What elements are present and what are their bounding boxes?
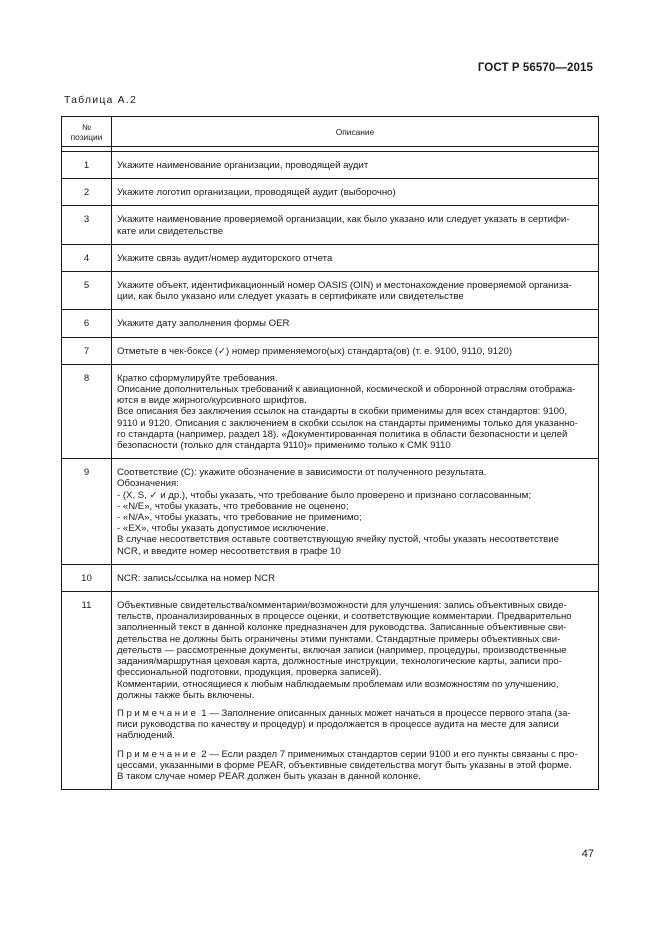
note-2: [117, 749, 593, 783]
description-line: Укажите связь аудит/номер аудиторского отчета: [117, 252, 333, 264]
description-line: NCR: запись/ссылка на номер NCR: [117, 572, 276, 584]
description-line: наблюдений.: [117, 730, 175, 742]
row-number: 1: [62, 152, 112, 179]
description-line: - (X, S, ✓ и др.), чтобы указать, что требование было проверено и признано согласованным;: [117, 489, 532, 501]
row-description: [112, 459, 599, 565]
table-row: [62, 564, 599, 591]
description-line: Укажите наименование организации, проводящей аудит: [117, 160, 369, 171]
row-number: 8: [62, 364, 112, 458]
column-header-description: Описание: [112, 117, 599, 147]
row-number: 3: [62, 206, 112, 244]
description-line: должны также быть включены.: [117, 689, 255, 701]
description-line: ются в виде жирного/курсивного шрифтов.: [117, 395, 307, 407]
table-row: [62, 179, 599, 206]
description-line: NCR, и введите номер несоответствия в графе 10: [117, 545, 341, 557]
description-line: - «EX», чтобы указать допустимое исключение.: [117, 523, 329, 535]
description-line: Комментарии, относящиеся к любым наблюдаемым проблемам или возможностям по улучшению,: [117, 678, 559, 690]
standard-number: ГОСТ Р 56570—2015: [477, 62, 593, 74]
description-line: тельств, проанализированных в процессе оценки, и соответствующие комментарии. Предварительно: [117, 611, 572, 623]
row-description: [112, 152, 599, 179]
table-row: [62, 459, 599, 565]
table-row: [62, 364, 599, 458]
description-line: Укажите дату заполнения формы OER: [117, 318, 290, 330]
row-number: 5: [62, 272, 112, 310]
row-description: [112, 364, 599, 458]
header-number-line: №: [82, 121, 91, 132]
description-line: Все описания без заключения ссылок на стандарты в скобки применимы для всех стандартов: 9100,: [117, 406, 568, 418]
description-line: Соответствие (С): укажите обозначение в зависимости от полученного результата.: [117, 467, 487, 479]
table-caption: Таблица А.2: [64, 94, 138, 106]
description-line: Укажите логотип организации, проводящей аудит (выборочно): [117, 187, 396, 199]
description-line: детельства не должны быть ограничены этими пунктами. Стандартные примеры объективных сви-: [117, 633, 561, 645]
table-header-row: [62, 117, 599, 147]
row-description: [112, 206, 599, 244]
description-line: В таком случае номер PEAR должен быть указан в данной колонке.: [117, 770, 421, 782]
description-line: заполненный текст в данной колонке предназначен для руководства. Записанные объективные сви-: [117, 622, 567, 634]
table-row: [62, 337, 599, 364]
row-number: 4: [62, 244, 112, 271]
description-line: Описание дополнительных требований к авиационной, космической и оборонной отраслям отобража-: [117, 384, 576, 396]
row-description: [112, 592, 599, 790]
description-line: - «N/A», чтобы указать, что требование не применимо;: [117, 512, 362, 524]
description-line: фессиональной подготовки, продукция, проверка записей).: [117, 667, 382, 679]
description-line: Отметьте в чек-боксе (✓) номер применяемого(ых) стандарта(ов) (т. е. 9100, 9110, 9120): [117, 345, 513, 357]
description-line: В случае несоответствия оставьте соответствующую ячейку пустой, чтобы указать несоответствие: [117, 534, 559, 546]
requirements-table: [61, 116, 599, 790]
description-line: задания/маршрутная цеховая карта, должностные инструкции, технологические карты, записи про-: [117, 656, 562, 668]
description-line: безопасности (только для стандарта 9110)» применимо только к СМК 9110: [117, 440, 451, 452]
description-line: Укажите объект, идентификационный номер OASIS (OIN) и местонахождение проверяемой организа-: [117, 280, 572, 292]
row-description: [112, 337, 599, 364]
description-line: 1 — Заполнение описанных данных может начаться в процессе первого этапа (за-: [201, 707, 571, 719]
row-number: 7: [62, 337, 112, 364]
description-line: Объективные свидетельства/комментарии/возможности для улучшения: запись объективных свиде-: [117, 600, 567, 612]
table-row: [62, 592, 599, 790]
table-row: [62, 206, 599, 244]
row-description: [112, 564, 599, 591]
description-line: цессами, указанными в форме PEAR, объективные свидетельства могут быть указаны в этой форме.: [117, 759, 572, 771]
row-number: 6: [62, 310, 112, 337]
table-row: [62, 152, 599, 179]
description-line: писи руководства по качеству и процедур) и продолжается в процессе аудита на месте для записи: [117, 719, 559, 731]
table-row: [62, 310, 599, 337]
note-label: Примечание: [117, 748, 199, 760]
table-row: [62, 272, 599, 310]
row-description: [112, 179, 599, 206]
description-line: - «N/E», чтобы указать, что требование не оценено;: [117, 500, 349, 512]
description-line: 2 — Если раздел 7 применимых стандартов серии 9100 и его пункты связаны с про-: [201, 748, 578, 760]
row-description: [112, 310, 599, 337]
row-body: [117, 600, 593, 701]
table-row: [62, 244, 599, 271]
row-number: 11: [62, 592, 112, 790]
column-header-number: [62, 117, 112, 147]
description-line: кате или свидетельстве: [117, 225, 224, 237]
description-line: Кратко сформулируйте требования.: [117, 372, 278, 384]
row-description: [112, 244, 599, 271]
row-number: 10: [62, 564, 112, 591]
description-line: детельств — рассмотренные документы, включая записи (например, процедуры, производственные: [117, 644, 567, 656]
description-line: Обозначения:: [117, 478, 179, 490]
description-line: 9110 и 9120. Описания с заключением в скобки ссылок на стандарты применимы только для указанно-: [117, 417, 578, 429]
description-line: ции, как было указано или следует указать в сертификате или свидетельстве: [117, 291, 464, 303]
row-number: 2: [62, 179, 112, 206]
page-number: 47: [581, 848, 594, 860]
row-number: 9: [62, 459, 112, 565]
description-line: Укажите наименование проверяемой организации, как было указано или следует указать в сертифи-: [117, 214, 570, 226]
header-number-line: позиции: [70, 131, 103, 142]
note-1: [117, 708, 593, 742]
row-description: [112, 272, 599, 310]
description-line: го стандарта (например, раздел 18). «Документированная политика в области безопасности и целей: [117, 428, 568, 440]
note-label: Примечание: [117, 707, 199, 719]
